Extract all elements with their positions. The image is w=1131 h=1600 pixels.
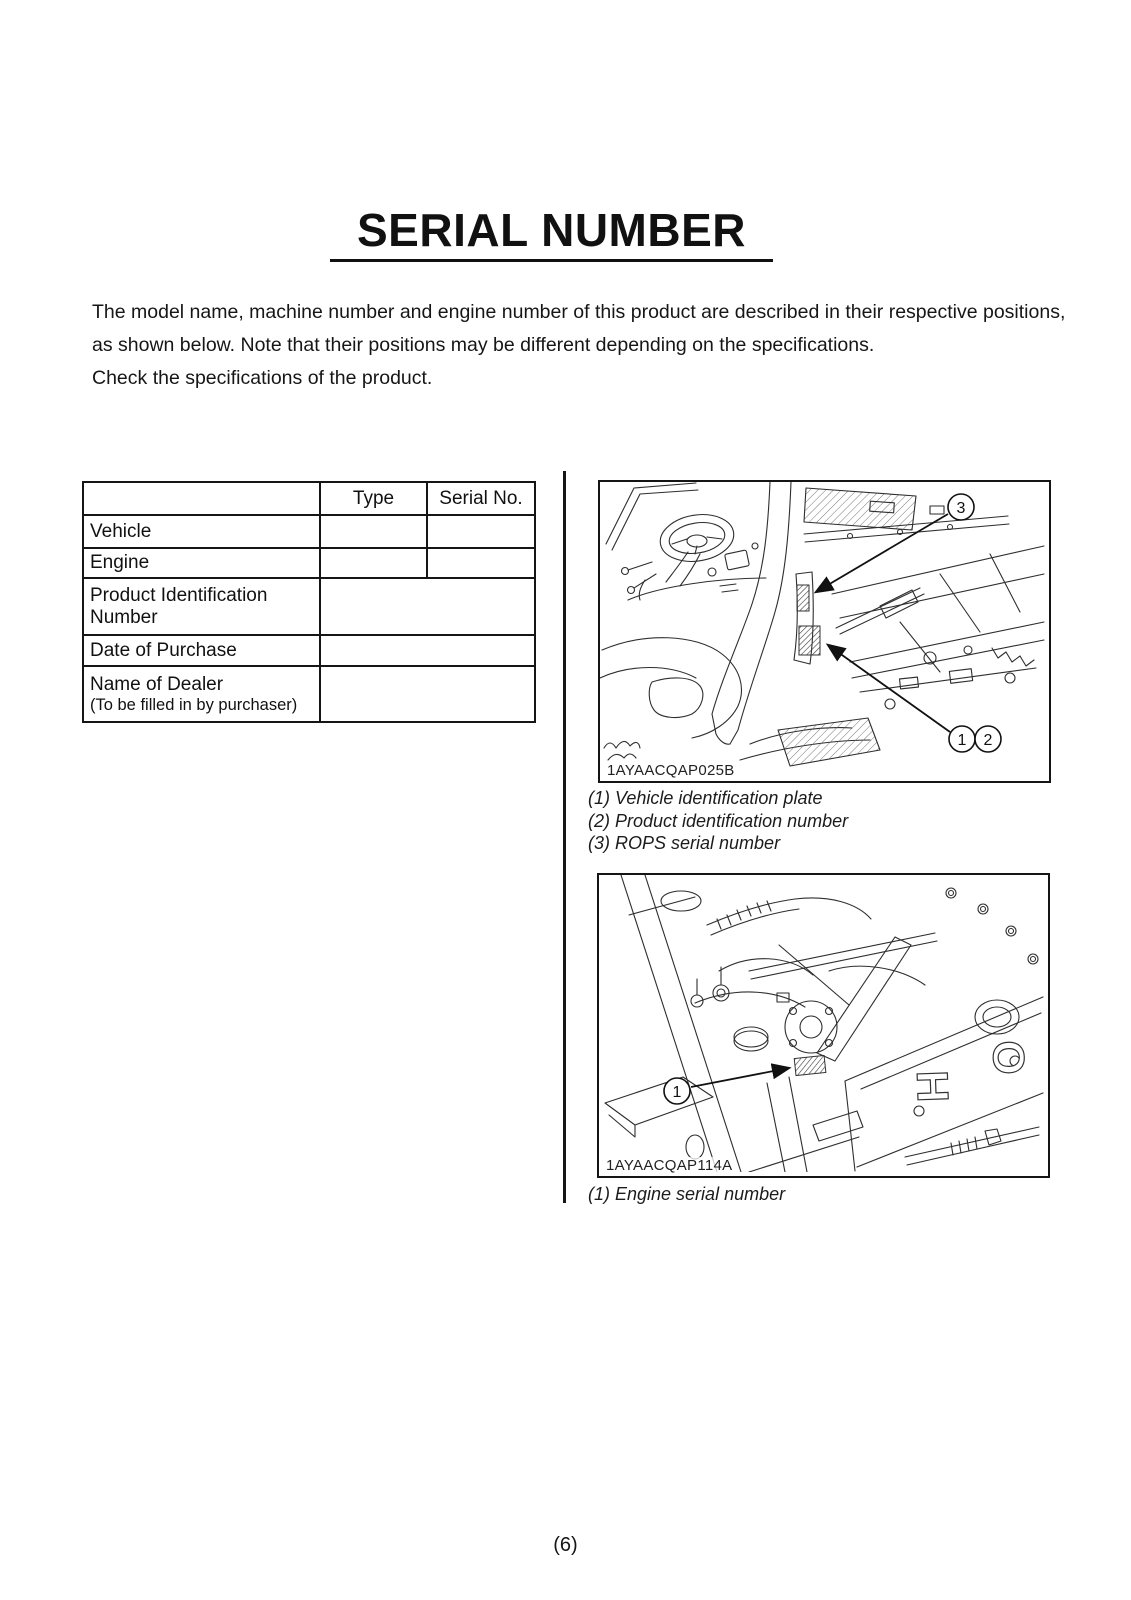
vehicle-id-plate — [799, 626, 820, 655]
vehicle-type-cell — [320, 515, 427, 548]
figure-engine-serial-location — [597, 873, 1050, 1178]
table-row-dealer — [83, 666, 535, 722]
intro-line-2: as shown below. Note that their positions may be different depending on the specifications. — [92, 334, 875, 356]
callout-1-badge — [664, 1078, 690, 1104]
column-divider — [563, 471, 566, 1203]
embossed-letter-h: H — [907, 1069, 958, 1104]
vehicle-serial-cell — [427, 515, 535, 548]
table-row-purchase-date — [83, 635, 535, 666]
row-label-purchase-date: Date of Purchase — [83, 635, 320, 666]
intro-line-1: The model name, machine number and engine number of this product are described in their respective positions, — [92, 301, 1066, 323]
table-row-vehicle — [83, 515, 535, 548]
dealer-value-cell — [320, 666, 535, 722]
table-row-pin — [83, 578, 535, 635]
purchase-date-value-cell — [320, 635, 535, 666]
svg-text:1: 1 — [672, 1084, 682, 1101]
table-row-engine — [83, 548, 535, 578]
figure2-code: 1AYAACQAP114A — [606, 1157, 733, 1174]
table-header-type: Type — [320, 482, 427, 515]
callout-1-badge — [949, 726, 975, 752]
row-label-pin: Product Identification Number — [83, 578, 320, 635]
svg-text:1: 1 — [957, 732, 967, 749]
intro-line-3: Check the specifications of the product. — [92, 367, 433, 389]
serial-number-table — [82, 481, 536, 723]
row-label-dealer — [83, 666, 320, 722]
figure1-caption-1: (1) Vehicle identification plate — [588, 788, 823, 808]
vehicle-interior-illustration — [600, 482, 1045, 777]
figure1-caption-2: (2) Product identification number — [588, 810, 849, 831]
table-header-row — [83, 482, 535, 515]
dealer-note: (To be filled in by purchaser) — [90, 695, 298, 714]
figure2-captions — [588, 1183, 785, 1206]
row-label-engine: Engine — [83, 548, 320, 578]
svg-text:2: 2 — [983, 732, 993, 749]
callout-1-arrow-icon — [691, 1068, 789, 1087]
engine-serial-plate — [794, 1055, 826, 1075]
callout-1-2-arrow-icon — [828, 645, 950, 732]
page-title-underline — [330, 206, 773, 262]
engine-serial-cell — [427, 548, 535, 578]
engine-type-cell — [320, 548, 427, 578]
figure-vehicle-id-locations — [598, 480, 1051, 783]
engine-line-art — [605, 875, 1043, 1172]
figure1-caption-3: (3) ROPS serial number — [588, 833, 781, 853]
figure1-code: 1AYAACQAP025B — [607, 762, 735, 779]
table-header-empty-cell — [83, 482, 320, 515]
vehicle-line-art — [600, 482, 1044, 766]
figure2-caption-1: (1) Engine serial number — [588, 1184, 786, 1204]
page-number: (6) — [553, 1534, 578, 1556]
row-label-vehicle: Vehicle — [83, 515, 320, 548]
page-title: SERIAL NUMBER — [356, 204, 746, 256]
engine-compartment-illustration — [599, 875, 1044, 1172]
callout-2-badge — [975, 726, 1001, 752]
table-header-serial: Serial No. — [427, 482, 535, 515]
embossed-letter-o: O — [983, 1039, 1034, 1076]
svg-text:3: 3 — [956, 500, 966, 517]
pin-value-cell — [320, 578, 535, 635]
callout-3-badge — [948, 494, 974, 520]
rops-serial-plate — [797, 585, 809, 611]
dealer-label: Name of Dealer — [90, 673, 224, 695]
intro-paragraph — [92, 296, 1066, 395]
figure1-captions — [588, 787, 848, 855]
